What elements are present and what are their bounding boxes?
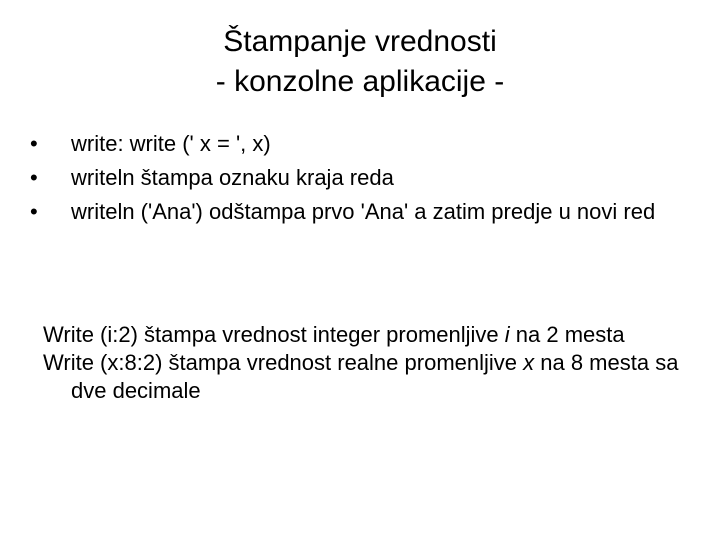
bullet-item-writeln [30,164,690,191]
paragraph-text: Write (i:2) štampa vrednost integer promenljive [43,322,505,347]
bullet-dot: • [30,131,38,156]
paragraph-text: na 8 mesta sa dve decimale [71,350,679,403]
paragraph-text: Write (x:8:2) štampa vrednost realne promenljive [43,350,524,375]
bullet-dot: • [30,199,38,224]
bullet-list [30,130,690,232]
bullet-text: writeln ('Ana') odštampa prvo 'Ana' a zatim predje u novi red [71,199,656,224]
title-line-1: Štampanje vrednosti [223,25,497,58]
title-line-2: - konzolne aplikacije - [215,65,505,98]
bullet-item-writeln-ana [30,198,690,225]
bullet-dot: • [30,165,38,190]
body-text [43,321,693,405]
paragraph-text: na 2 mesta [509,322,625,347]
slide-title [0,22,720,102]
bullet-text: write: write (' x = ', x) [71,131,271,156]
paragraph-write-i [43,321,693,349]
variable-i: i [504,322,510,347]
bullet-text: writeln štampa oznaku kraja reda [71,165,394,190]
bullet-item-write [30,130,690,157]
variable-x: x [523,350,535,375]
paragraph-write-x [43,349,693,405]
